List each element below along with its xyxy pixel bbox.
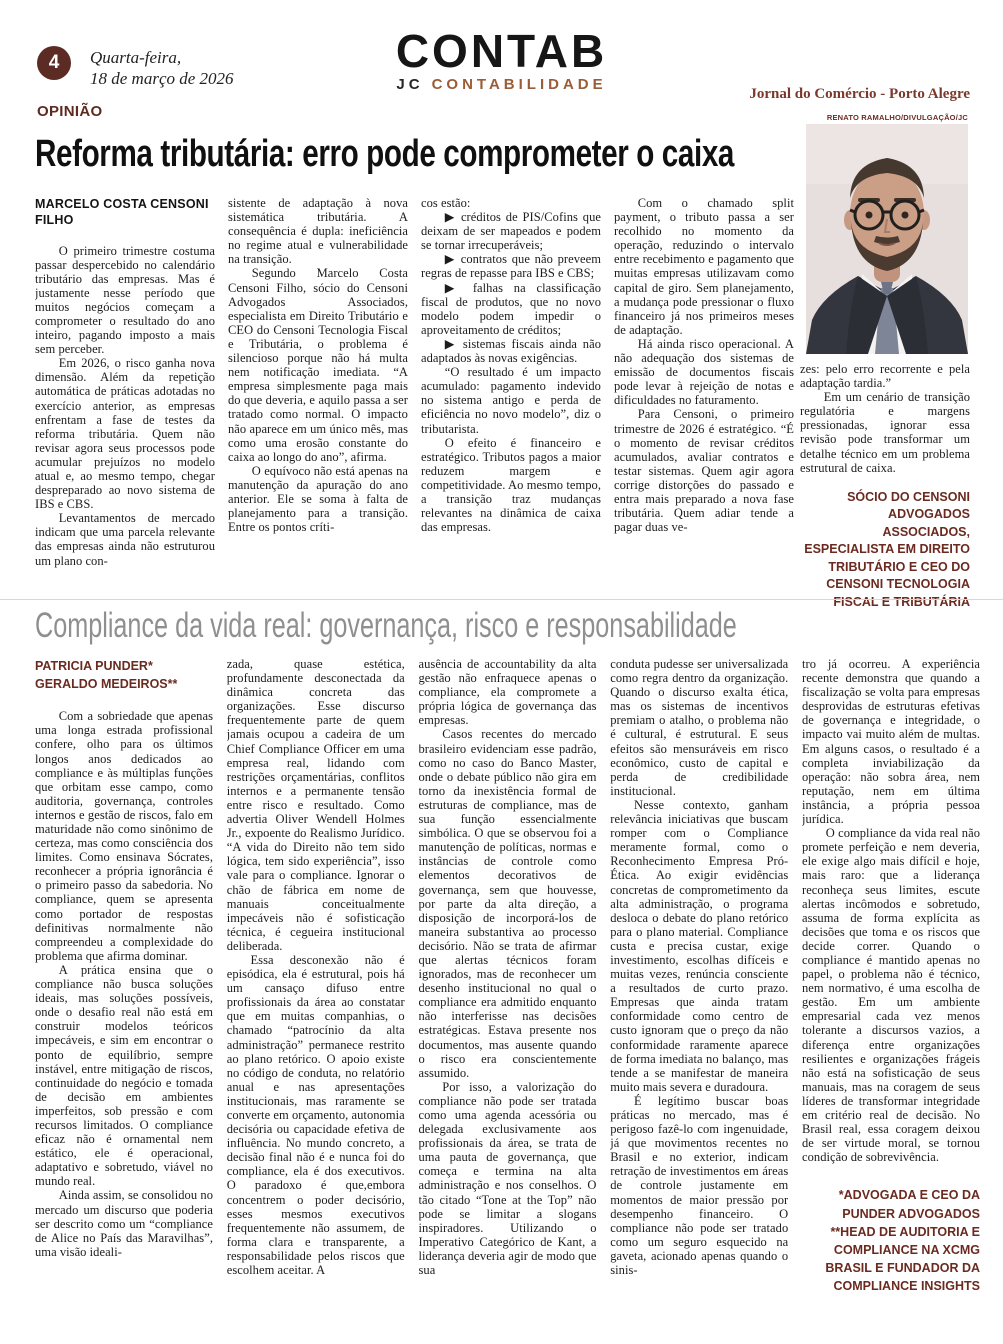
credit-line: **HEAD DE AUDITORIA E COMPLIANCE NA XCMG BRASIL E FUNDADOR DA COMPLIANCE INSIGHTS: [825, 1224, 980, 1293]
date-line2: 18 de março de 2026: [90, 69, 234, 89]
article2-byline-2: GERALDO MEDEIROS**: [35, 677, 178, 692]
paragraph: Casos recentes do mercado brasileiro evidenciam esse padrão, como no caso do Banco Master, onde o debate público não gira em torno da inexistência formal de estruturas de compliance, mas de sua função essencialmente simbólica. O que se observou foi a manutenção de políticas, normas e instâncias de controle como elementos decorativos de governança, sem que houvesse, por parte da alta direção, a disposição de incorporá-los de maneira substantiva ao processo decisório. Não se trata de afirmar que alertas técnicos foram ignorados, mas de reconhecer um desenho institucional no qual o compliance era admitido enquanto não interferisse nas decisões estratégicas. Estava presente nos documentos, mas ausente quando o risco era conscientemente assumido.: [418, 727, 597, 1080]
article2-column-1: [35, 657, 213, 1344]
paragraph: zes: pelo erro recorrente e pela adaptação tardia.”: [800, 362, 970, 391]
masthead-jc: JC: [396, 76, 424, 93]
article1-column-1-text: [35, 244, 215, 568]
article2-byline: [35, 657, 213, 693]
article2-byline-1: PATRICIA PUNDER*: [35, 659, 153, 673]
paragraph: Com a sobriedade que apenas uma longa estrada profissional confere, olho para os últimos longos anos dedicados ao compliance e às múltiplas funções que orbitam esse campo, como auditoria, governança, controles internos e gestão de riscos, falo em maturidade não como sinônimo de certeza, mas como consciência dos limites. Como ensinava Sócrates, reconhecer a própria ignorância é o primeiro passo da sabedoria. No compliance, quem se apresenta como portador de respostas definitivas normalmente não compreendeu a complexidade do problema que afirma dominar.: [35, 709, 213, 963]
article1-column-5-text: [800, 362, 970, 475]
article1-column-5: [800, 362, 970, 611]
paragraph: Segundo Marcelo Costa Censoni Filho, sócio do Censoni Advogados Associados, especialista em Direito Tributário e CEO do Censoni Tecnologia Fiscal e Tributária, o problema é silencioso porque não há multa nem notificação imediata. “A empresa simplesmente paga mais do que deveria, e aquilo passa a ser tratado como normal. O impacto não aparece em um único mês, mas como uma erosão constante do caixa ao longo do ano”, afirma.: [228, 266, 408, 464]
masthead: [0, 25, 1003, 93]
article1-column-2: [228, 196, 408, 598]
article2-body: [35, 657, 980, 1344]
paragraph: Para Censoni, o primeiro trimestre de 2026 é estratégico. “É o momento de revisar créditos acumulados, avaliar contratos e testar sistemas. Quem agir agora corrige distorções do passado e entra mais preparado a nova fase tributária. Quem adiar tende a pagar duas ve-: [614, 407, 794, 535]
paragraph: A prática ensina que o compliance não busca soluções ideais, mas soluções possíveis, onde o desafio real não está em construir modelos teóricos impecáveis, e sim em encontrar o ponto de equilíbrio, sempre instável, entre mitigação de riscos, continuidade do negócio e tomada de decisão em ambientes imperfeitos, sob pressão e com recursos limitados. O compliance eficaz não é ornamental nem estático, ele é operacional, adaptativo e sobretudo, viável no mundo real.: [35, 962, 213, 1189]
paragraph: Por isso, a valorização do compliance não pode ser tratada como uma agenda acessória ou delegada exclusivamente aos profissionais da área, se trata de uma pauta de governança, que começa e termina na alta administração e nos conselhos. O tão citado “Tone at the Top” não pode se limitar a slogans inspiradores. Utilizando o Imperativo Categórico de Kant, a liderança deveria agir de modo que sua: [418, 1079, 597, 1278]
article2-column-5-text: [802, 657, 980, 1164]
paragraph: conduta pudesse ser universalizada como regra dentro da organização. Quando o discurso exalta ética, mas os sistemas de incentivos premiam o atalho, o problema não é cultural, é estrutural. E seus efeitos são mensuráveis em risco econômico, custo de capital e perda de credibilidade institucional.: [610, 657, 789, 798]
masthead-title: CONTAB: [395, 25, 608, 77]
edition-label: Jornal do Comércio - Porto Alegre: [749, 86, 970, 102]
credit-line: *ADVOGADA E CEO DA PUNDER ADVOGADOS: [838, 1188, 980, 1221]
article1-column-1: [35, 196, 215, 598]
paragraph: É legítimo buscar boas práticas no mercado, mas é perigoso fazê-lo com ingenuidade, já que movimentos recentes no Brasil e no exterior, indicam retração de investimentos em áreas de controle justamente em momentos de maior pressão por desempenho financeiro. O compliance não pode ser tratado como um seguro esquecido na gaveta, acionado apenas quando o sinis-: [610, 1093, 789, 1278]
article1-column-3: [421, 196, 601, 598]
paragraph: sistente de adaptação à nova sistemática tributária. A consequência é dupla: ineficiência no regime atual e vulnerabilidade na transição.: [228, 196, 408, 267]
paragraph: ▶ sistemas fiscais ainda não adaptados às novas exigências.: [421, 336, 601, 366]
paragraph: O primeiro trimestre costuma passar despercebido no calendário tributário das empresas. Mas é justamente nesse período que muitos negócios começam a comprometer o resultado do ano inteiro, pagando imposto a mais sem perceber.: [35, 243, 215, 357]
paragraph: Nesse contexto, ganham relevância iniciativas que buscam romper com o Compliance meramente formal, como o Reconhecimento Empresa Pró-Ética. Ao exigir evidências concretas de comprometimento da alta administração, o programa desloca o debate do plano retórico para o plano material. Compliance custa e precisa custar, exige investimento, escolhas difíceis e muitas vezes, renúncia consciente a resultados de curto prazo. Empresas que ainda tratam conformidade como centro de custo ignoram que o preço da não conformidade raramente aparece de forma imediata no balanço, mas tende a se manifestar de maneira muito mais severa e duradoura.: [610, 797, 789, 1094]
article1-headline: Reforma tributária: erro pode comprometer o caixa: [35, 133, 735, 175]
article1-author-bio: SÓCIO DO CENSONI ADVOGADOS ASSOCIADOS, ESPECIALISTA EM DIREITO TRIBUTÁRIO E CEO DO CENSONI TECNOLOGIA FISCAL E TRIBUTÁRIA: [804, 489, 970, 609]
article2-column-3: [419, 657, 597, 1344]
paragraph: Há ainda risco operacional. A não adequação dos sistemas de emissão de documentos fiscais pode levar à rejeição de notas e dificuldades no faturamento.: [614, 336, 794, 408]
section-label: OPINIÃO: [37, 103, 103, 120]
article2-column-5: [802, 657, 980, 1344]
article2-headline: Compliance da vida real: governança, risco e responsabilidade: [35, 606, 737, 645]
article2-author-credits: [802, 1186, 980, 1295]
paragraph: Levantamentos de mercado indicam que uma parcela relevante das empresas ainda não estruturou um plano con-: [35, 511, 215, 568]
paragraph: ▶ contratos que não preveem regras de repasse para IBS e CBS;: [421, 252, 601, 281]
article1-byline: MARCELO COSTA CENSONI FILHO: [35, 197, 209, 228]
paragraph: Em um cenário de transição regulatória e margens pressionadas, ignorar essa revisão pode transformar um detalhe técnico em um problema estrutural de caixa.: [800, 390, 970, 475]
article2-column-4: [610, 657, 788, 1344]
paragraph: O compliance da vida real não promete perfeição e nem deveria, ele exige algo mais difícil e hoje, mais raro: que a liderança reconheça seus limites, escute alertas incômodos e sobretudo, assuma de forma explícita as decisões que toma e os riscos que decide correr. Quando o compliance é mantido apenas no papel, o problema não é técnico, nem normativo, é uma escolha de gestão. Em um ambiente empresarial cada vez menos tolerante a discursos vazios, a diferença entre organizações resilientes e organizações frágeis não está na sofisticação de seus manuais, mas na coragem de seus líderes de transformar integridade em critério real de decisão. No Brasil real, essa coragem deixou de ser virtude moral, se tornou condição de sobrevivência.: [802, 826, 980, 1165]
paragraph: Com o chamado split payment, o tributo passa a ser recolhido no momento da operação, reduzindo o intervalo entre recebimento e pagamento que muitas empresas utilizavam como capital de giro. Sem planejamento, a mudança pode pressionar o fluxo financeiro já nos primeiros meses de adaptação.: [614, 196, 794, 337]
paragraph: Ainda assim, se consolidou no mercado um discurso que poderia ser descrito como um “compliance de Alice no País das Maravilhas”, uma visão ideali-: [35, 1188, 213, 1259]
portrait-photo: [806, 124, 968, 354]
paragraph: O equívoco não está apenas na manutenção da apuração do ano anterior. Ele se soma à falta de planejamento para a transição. Entre os pontos críti-: [228, 463, 408, 535]
paragraph: Essa desconexão não é episódica, ela é estrutural, pois há um cansaço difuso entre profissionais da área ao constatar que em muitas companhias, o chamado “patrocínio da alta administração” permanece restrito ao plano retórico. O apoio existe no código de conduta, no relatório anual e nas apresentações institucionais, mas raramente se converte em orçamento, autonomia decisória ou capacidade efetiva de influência. No mundo concreto, a decisão final não é e nunca foi do compliance, ela é dos executivos. O paradoxo é que,embora concentrem o poder decisório, esses mesmos executivos frequentemente não assumem, de forma clara e transparente, a responsabilidade pelos riscos que escolhem aceitar. A: [226, 952, 405, 1278]
date-line1: Quarta-feira,: [90, 48, 182, 67]
paragraph: zada, quase estética, profundamente desconectada da dinâmica concreta das organizações. Esse discurso frequentemente parte de quem jamais ocupou a cadeira de um Chief Compliance Officer em uma empresa real, lidando com restrições orçamentárias, conflitos internos e a permanente tensão entre risco e resultado. Como advertia Oliver Wendell Holmes Jr., expoente do Realismo Jurídico. “A vida do Direito não tem sido lógica, tem sido experiência”, isso vale para o compliance. Ignorar o chão de fábrica em nome de manuais conceitualmente impecáveis não é sofisticação técnica, é cegueira institucional deliberada.: [226, 657, 405, 953]
page-number: 4: [48, 52, 60, 73]
paragraph: ▶ créditos de PIS/Cofins que deixam de ser mapeados e podem se tornar irrecuperáveis;: [421, 210, 601, 253]
article2-column-2: [227, 657, 405, 1344]
photo-credit: RENATO RAMALHO/DIVULGAÇÃO/JC: [826, 113, 968, 122]
paragraph: ausência de accountability da alta gestão não enfraquece apenas o compliance, ela compromete a própria lógica de governança das empresas.: [418, 657, 597, 728]
paragraph: “O resultado é um impacto acumulado: pagamento indevido no sistema antigo e perda de eficiência no novo modelo”, diz o tributarista.: [421, 365, 601, 436]
article2-column-1-text: [35, 709, 213, 1259]
article1-column-4: [614, 196, 794, 598]
paragraph: tro já ocorreu. A experiência recente demonstra que quando a fiscalização se volta para empresas desprovidas de estruturas efetivas de governança e integridade, o impacto vai muito além de multas. Em alguns casos, o resultado é a completa inviabilização da operação: não sobra área, nem reputação, nem em última instância, a própria pessoa jurídica.: [802, 657, 980, 827]
article1-body: [35, 196, 794, 598]
section-divider: [0, 599, 1003, 600]
paragraph: cos estão:: [421, 196, 471, 210]
masthead-contabilidade: CONTABILIDADE: [431, 76, 607, 93]
paragraph: O efeito é financeiro e estratégico. Tributos pagos a maior reduzem margem e competitividade. Ao mesmo tempo, a transição traz mudanças relevantes na dinâmica de caixa das empresas.: [421, 435, 601, 535]
paragraph: ▶ falhas na classificação fiscal de produtos, que no novo modelo podem impedir o aproveitamento de créditos;: [421, 280, 601, 337]
paragraph: Em 2026, o risco ganha nova dimensão. Além da repetição automática de práticas adotadas no exercício anterior, as empresas enfrentam a fase de testes da reforma tributária. Quem não revisar agora seus processos pode acumular prejuízos no modelo atual e, ao mesmo tempo, chegar despreparado ao novo sistema de IBS e CBS.: [35, 356, 215, 512]
